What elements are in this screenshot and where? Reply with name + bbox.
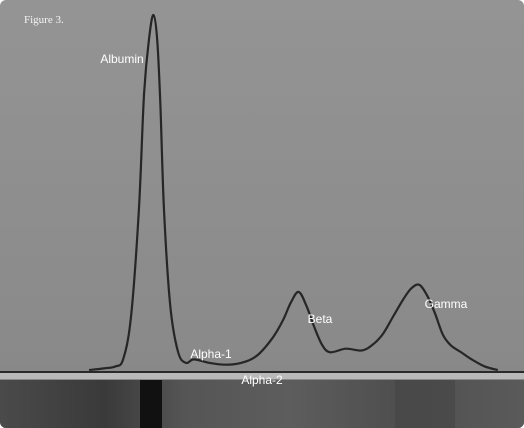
gel-band-albumin [140,380,162,428]
peak-label-alpha-2: Alpha-2 [241,373,283,387]
peak-label-gamma: Gamma [424,297,468,311]
peak-label-alpha-1: Alpha-1 [190,347,232,361]
peak-label-beta: Beta [307,312,333,326]
figure-label: Figure 3. [24,14,64,26]
gel-band-gamma [395,380,455,428]
densitometry-curve [89,15,498,370]
peak-label-albumin: Albumin [100,52,144,66]
